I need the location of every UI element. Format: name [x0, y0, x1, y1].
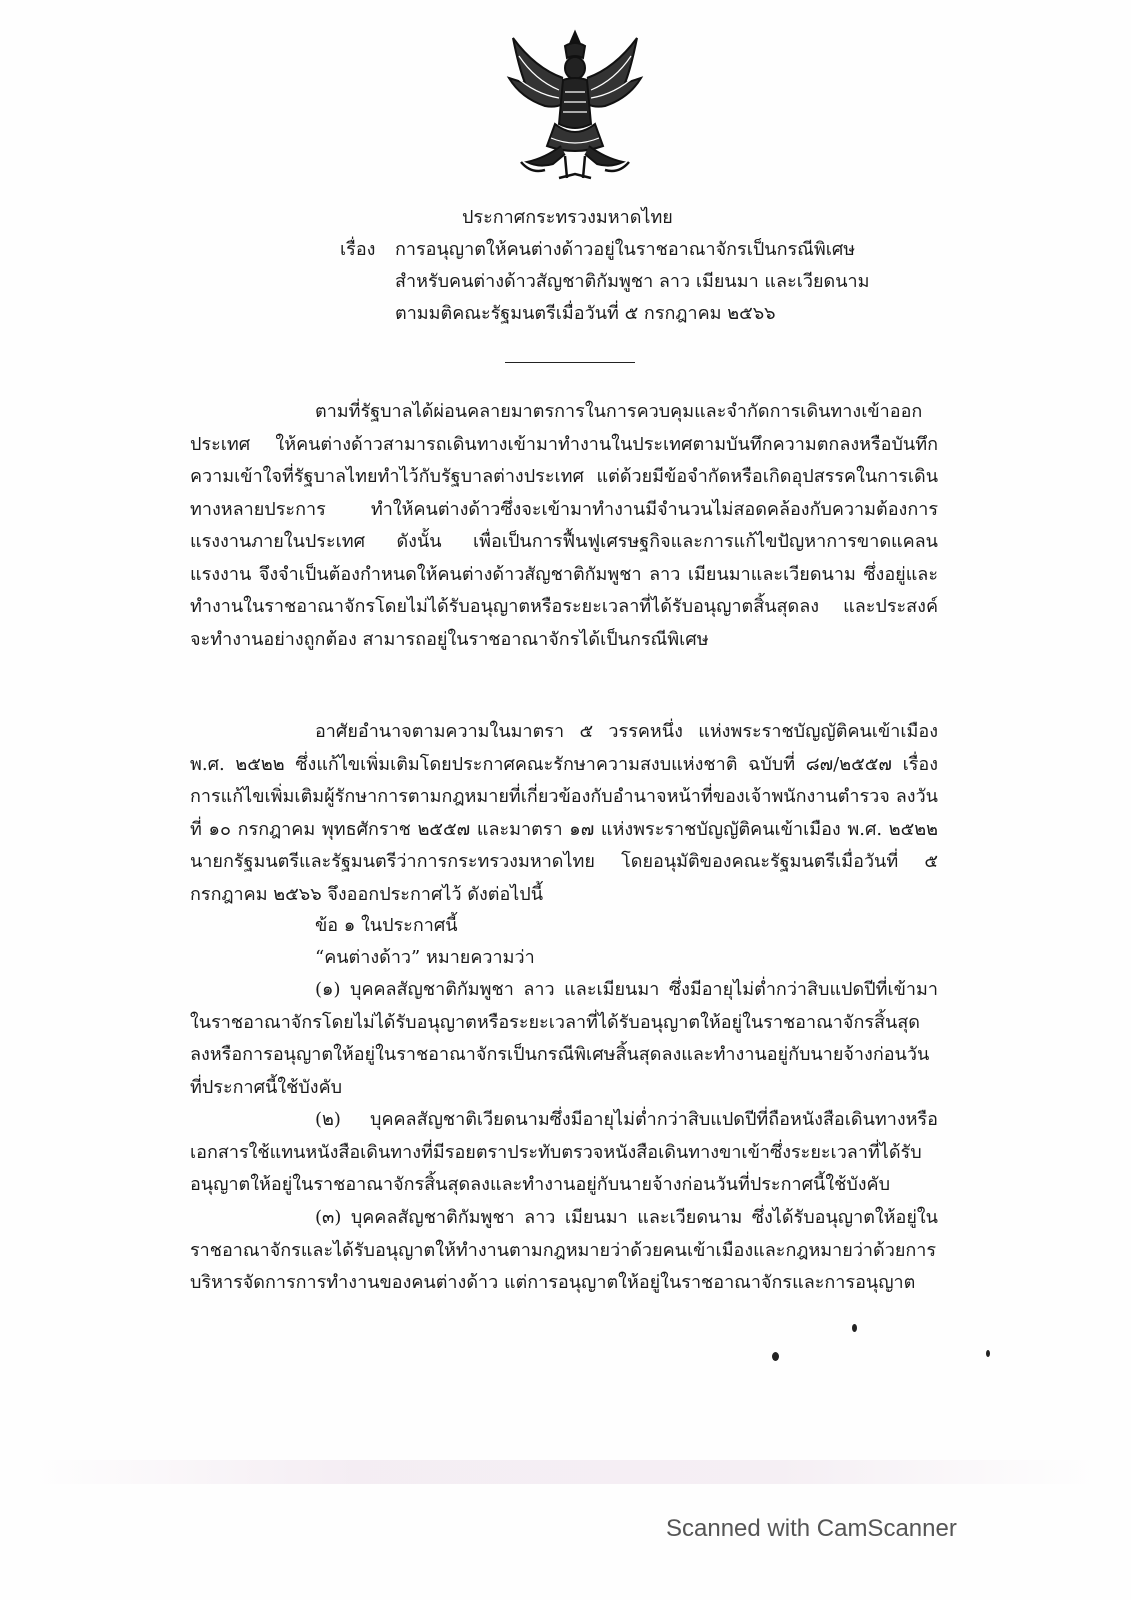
preamble-paragraph: ตามที่รัฐบาลได้ผ่อนคลายมาตรการในการควบคุมและจำกัดการเดินทางเข้าออกประเทศ ให้คนต่างด้าวสามารถเดินทางเข้ามาทำงานในประเทศตามบันทึกความตกลงหรือบันทึกความเข้าใจที่รัฐบาลไทยทำไว้กับรัฐบาลต่างประเทศ แต่ด้วยมีข้อจำกัดหรือเกิดอุปสรรคในการเดินทางหลายประการ ทำให้คนต่างด้าวซึ่งจะเข้ามาทำงานมีจำนวนไม่สอดคล้องกับความต้องการแรงงานภายในประเทศ ดังนั้น เพื่อเป็นการฟื้นฟูเศรษฐกิจและการแก้ไขปัญหาการขาดแคลนแรงงาน จึงจำเป็นต้องกำหนดให้คนต่างด้าวสัญชาติกัมพูชา ลาว เมียนมาและเวียดนาม ซึ่งอยู่และทำงานในราชอาณาจักรโดยไม่ได้รับอนุญาตหรือระยะเวลาที่ได้รับอนุญาตสิ้นสุดลง และประสงค์จะทำงานอย่างถูกต้อง สามารถอยู่ในราชอาณาจักรได้เป็นกรณีพิเศษ	[190, 401, 938, 650]
camscanner-watermark: Scanned with CamScanner	[666, 1515, 957, 1542]
subject-label: เรื่อง	[340, 239, 376, 260]
scan-speck	[852, 1324, 857, 1332]
authority-paragraph: อาศัยอำนาจตามความในมาตรา ๕ วรรคหนึ่ง แห่งพระราชบัญญัติคนเข้าเมือง พ.ศ. ๒๕๒๒ ซึ่งแก้ไขเพิ่มเติมโดยประกาศคณะรักษาความสงบแห่งชาติ ฉบับที่ ๘๗/๒๕๕๗ เรื่อง การแก้ไขเพิ่มเติมผู้รักษาการตามกฎหมายที่เกี่ยวข้องกับอำนาจหน้าที่ของเจ้าพนักงานตำรวจ ลงวันที่ ๑๐ กรกฎาคม พุทธศักราช ๒๕๕๗ และมาตรา ๑๗ แห่งพระราชบัญญัติคนเข้าเมือง พ.ศ. ๒๕๒๒ นายกรัฐมนตรีและรัฐมนตรีว่าการกระทรวงมหาดไทย โดยอนุมัติของคณะรัฐมนตรีเมื่อวันที่ ๕ กรกฎาคม ๒๕๖๖ จึงออกประกาศไว้ ดังต่อไปนี้	[190, 721, 938, 905]
subject-line-3: ตามมติคณะรัฐมนตรีเมื่อวันที่ ๕ กรกฎาคม ๒๕๖๖	[395, 303, 776, 324]
scan-speck	[772, 1352, 779, 1361]
scan-speck	[986, 1350, 990, 1357]
heading-divider	[505, 362, 635, 363]
subject-line-1: การอนุญาตให้คนต่างด้าวอยู่ในราชอาณาจักรเป็นกรณีพิเศษ	[395, 239, 856, 260]
definition-term: “คนต่างด้าว” หมายความว่า	[315, 947, 535, 968]
definition-item-3: (๓) บุคคลสัญชาติกัมพูชา ลาว เมียนมา และเวียดนาม ซึ่งได้รับอนุญาตให้อยู่ในราชอาณาจักรและได้รับอนุญาตให้ทำงานตามกฎหมายว่าด้วยคนเข้าเมืองและกฎหมายว่าด้วยการบริหารจัดการการทำงานของคนต่างด้าว แต่การอนุญาตให้อยู่ในราชอาณาจักรและการอนุญาต	[190, 1207, 938, 1293]
clause-1-heading: ข้อ ๑ ในประกาศนี้	[315, 915, 458, 936]
subject-line-2: สำหรับคนต่างด้าวสัญชาติกัมพูชา ลาว เมียนมา และเวียดนาม	[395, 271, 870, 292]
announcement-title: ประกาศกระทรวงมหาดไทย	[462, 207, 673, 228]
garuda-emblem-icon	[505, 28, 645, 188]
scan-smudge	[30, 1460, 1100, 1484]
definition-item-2: (๒) บุคคลสัญชาติเวียดนามซึ่งมีอายุไม่ต่ำกว่าสิบแปดปีที่ถือหนังสือเดินทางหรือเอกสารใช้แทนหนังสือเดินทางที่มีรอยตราประทับตรวจหนังสือเดินทางขาเข้าซึ่งระยะเวลาที่ได้รับอนุญาตให้อยู่ในราชอาณาจักรสิ้นสุดลงและทำงานอยู่กับนายจ้างก่อนวันที่ประกาศนี้ใช้บังคับ	[190, 1109, 938, 1195]
definition-item-1: (๑) บุคคลสัญชาติกัมพูชา ลาว และเมียนมา ซึ่งมีอายุไม่ต่ำกว่าสิบแปดปีที่เข้ามาในราชอาณาจักรโดยไม่ได้รับอนุญาตหรือระยะเวลาที่ได้รับอนุญาตให้อยู่ในราชอาณาจักรสิ้นสุดลงหรือการอนุญาตให้อยู่ในราชอาณาจักรเป็นกรณีพิเศษสิ้นสุดลงและทำงานอยู่กับนายจ้างก่อนวันที่ประกาศนี้ใช้บังคับ	[190, 979, 938, 1098]
